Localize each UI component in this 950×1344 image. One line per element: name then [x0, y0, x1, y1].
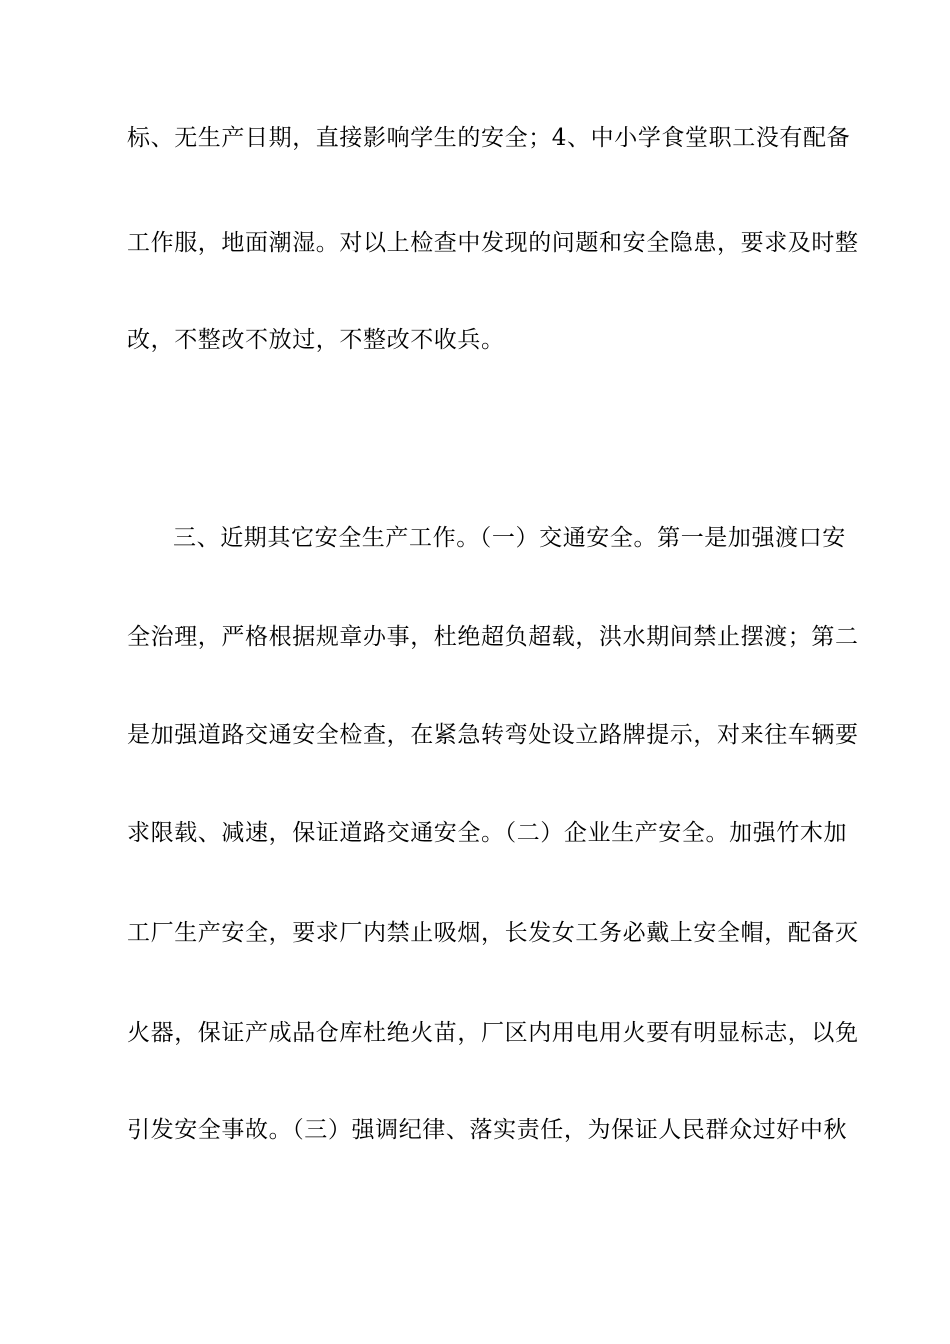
paragraph-line: 火器，保证产成品仓库杜绝火苗，厂区内用电用火要有明显标志，以免 [127, 1020, 859, 1046]
section-heading-line: 三、近期其它安全生产工作。（一）交通安全。第一是加强渡口安 [173, 525, 846, 551]
paragraph-line: 求限载、减速，保证道路交通安全。（二）企业生产安全。加强竹木加 [127, 820, 848, 846]
paragraph-line: 是加强道路交通安全检查，在紧急转弯处设立路牌提示，对来往车辆要 [127, 722, 859, 748]
paragraph-line: 工厂生产安全，要求厂内禁止吸烟，长发女工务必戴上安全帽，配备灭 [127, 920, 859, 946]
paragraph-line: 全治理，严格根据规章办事，杜绝超负超载，洪水期间禁止摆渡；第二 [127, 624, 859, 650]
paragraph-line: 标、无生产日期，直接影响学生的安全；4、中小学食堂职工没有配备 [127, 125, 851, 151]
paragraph-line: 改，不整改不放过，不整改不收兵。 [127, 327, 505, 353]
paragraph-line: 工作服，地面潮湿。对以上检查中发现的问题和安全隐患，要求及时整 [127, 230, 859, 256]
paragraph-line: 引发安全事故。（三）强调纪律、落实责任，为保证人民群众过好中秋 [127, 1117, 848, 1143]
